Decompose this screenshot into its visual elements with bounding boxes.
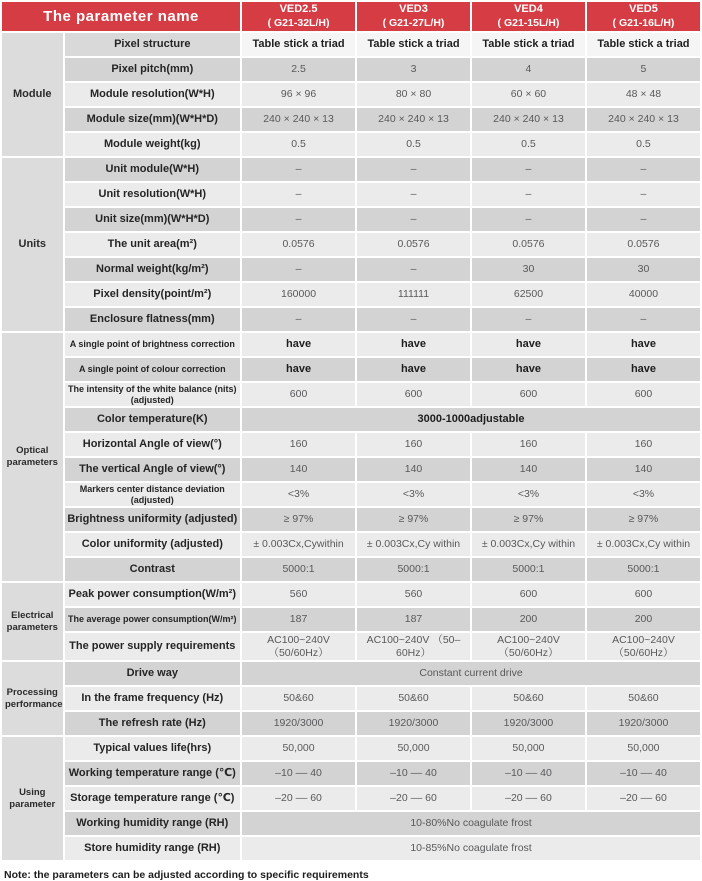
table-row	[2, 408, 700, 431]
table-row	[2, 258, 700, 281]
table-row	[2, 208, 700, 231]
category-module: Module	[2, 33, 63, 156]
value-cell: 96 × 96	[242, 83, 355, 106]
param-label: Working humidity range (RH)	[65, 812, 241, 835]
param-label: Unit size(mm)(W*H*D)	[65, 208, 241, 231]
param-label: Brightness uniformity (adjusted)	[65, 508, 241, 531]
value-cell: 30	[472, 258, 585, 281]
value-cell-span: Constant current drive	[242, 662, 700, 685]
value-cell: 30	[587, 258, 700, 281]
value-cell: 0.5	[242, 133, 355, 156]
value-cell: 0.0576	[472, 233, 585, 256]
value-cell: –	[587, 158, 700, 181]
table-row	[2, 533, 700, 556]
value-cell: ± 0.003Cx,Cy within	[472, 533, 585, 556]
table-row	[2, 662, 700, 685]
value-cell: 160	[587, 433, 700, 456]
value-cell: –	[472, 208, 585, 231]
param-label: Normal weight(kg/m²)	[65, 258, 241, 281]
value-cell: 5000:1	[242, 558, 355, 581]
table-row	[2, 737, 700, 760]
value-cell: 140	[357, 458, 470, 481]
value-cell: have	[472, 358, 585, 381]
value-cell: 4	[472, 58, 585, 81]
value-cell: 200	[587, 608, 700, 631]
param-label: The unit area(m²)	[65, 233, 241, 256]
value-cell: 560	[242, 583, 355, 606]
value-cell: 50,000	[587, 737, 700, 760]
value-cell: 1920/3000	[357, 712, 470, 735]
value-cell: 0.5	[587, 133, 700, 156]
table-row	[2, 233, 700, 256]
value-cell: –	[357, 308, 470, 331]
table-row	[2, 133, 700, 156]
param-label: Typical values life(hrs)	[65, 737, 241, 760]
value-cell: <3%	[242, 483, 355, 506]
table-row	[2, 583, 700, 606]
param-label: In the frame frequency (Hz)	[65, 687, 241, 710]
value-cell-span: 3000-1000adjustable	[242, 408, 700, 431]
value-cell: –10 –– 40	[242, 762, 355, 785]
value-cell: 1920/3000	[587, 712, 700, 735]
value-cell: 5000:1	[472, 558, 585, 581]
value-cell: Table stick a triad	[242, 33, 355, 56]
value-cell: <3%	[472, 483, 585, 506]
value-cell: –	[242, 308, 355, 331]
value-cell: 600	[587, 583, 700, 606]
value-cell: 1920/3000	[472, 712, 585, 735]
value-cell: 0.0576	[587, 233, 700, 256]
param-label: The average power consumption(W/m²)	[65, 608, 241, 631]
value-cell: AC100~240V （50/60Hz）	[472, 633, 585, 660]
table-row	[2, 383, 700, 406]
param-label: Pixel pitch(mm)	[65, 58, 241, 81]
value-cell: 80 × 80	[357, 83, 470, 106]
value-cell: –	[242, 258, 355, 281]
value-cell: ≥ 97%	[242, 508, 355, 531]
value-cell: 600	[357, 383, 470, 406]
value-cell: 5000:1	[357, 558, 470, 581]
value-cell: 60 × 60	[472, 83, 585, 106]
value-cell: ≥ 97%	[472, 508, 585, 531]
param-label: The power supply requirements	[65, 633, 241, 660]
value-cell: 0.5	[472, 133, 585, 156]
table-row	[2, 762, 700, 785]
value-cell: –	[357, 208, 470, 231]
table-row	[2, 358, 700, 381]
category-processing-performance: Processing performance	[2, 662, 63, 735]
param-label: Storage temperature range (℃)	[65, 787, 241, 810]
value-cell-span: 10-85%No coagulate frost	[242, 837, 700, 860]
table-row	[2, 33, 700, 56]
value-cell: 600	[472, 383, 585, 406]
value-cell: Table stick a triad	[587, 33, 700, 56]
param-label: Pixel structure	[65, 33, 241, 56]
table-row	[2, 633, 700, 660]
table-row	[2, 283, 700, 306]
table-row	[2, 333, 700, 356]
value-cell: –	[472, 158, 585, 181]
value-cell: 0.0576	[242, 233, 355, 256]
header-parameter-name	[2, 2, 240, 31]
value-cell: Table stick a triad	[357, 33, 470, 56]
value-cell: 50,000	[472, 737, 585, 760]
value-cell: have	[242, 358, 355, 381]
value-cell: 5	[587, 58, 700, 81]
value-cell: 187	[357, 608, 470, 631]
param-label: Contrast	[65, 558, 241, 581]
value-cell: 240 × 240 × 13	[357, 108, 470, 131]
value-cell: –10 –– 40	[587, 762, 700, 785]
param-label: Peak power consumption(W/m²)	[65, 583, 241, 606]
param-label: Color temperature(K)	[65, 408, 241, 431]
value-cell: ± 0.003Cx,Cywithin	[242, 533, 355, 556]
table-row	[2, 608, 700, 631]
value-cell: –20 –– 60	[357, 787, 470, 810]
table-row	[2, 158, 700, 181]
value-cell: AC100~240V （50–60Hz）	[357, 633, 470, 660]
param-label: Unit resolution(W*H)	[65, 183, 241, 206]
table-row	[2, 108, 700, 131]
value-cell-span: 10-80%No coagulate frost	[242, 812, 700, 835]
value-cell: –	[242, 158, 355, 181]
table-row	[2, 712, 700, 735]
value-cell: –	[472, 308, 585, 331]
value-cell: 50&60	[357, 687, 470, 710]
table-row	[2, 458, 700, 481]
value-cell: –	[242, 183, 355, 206]
value-cell: ≥ 97%	[587, 508, 700, 531]
value-cell: 50&60	[242, 687, 355, 710]
note: Note: the parameters can be adjusted according to specific requirements	[4, 869, 369, 881]
value-cell: –20 –– 60	[242, 787, 355, 810]
param-label: Markers center distance deviation (adjusted)	[65, 483, 241, 506]
param-label: Enclosure flatness(mm)	[65, 308, 241, 331]
table-header-row	[2, 2, 700, 31]
value-cell: ≥ 97%	[357, 508, 470, 531]
value-cell: have	[357, 333, 470, 356]
value-cell: 40000	[587, 283, 700, 306]
value-cell: 160	[472, 433, 585, 456]
value-cell: –	[357, 158, 470, 181]
param-label: Horizontal Angle of view(°)	[65, 433, 241, 456]
value-cell: have	[587, 358, 700, 381]
table-row	[2, 483, 700, 506]
header-product-ved2-5: VED2.5 ( G21-32L/H)	[242, 2, 355, 31]
table-row	[2, 787, 700, 810]
value-cell: 160000	[242, 283, 355, 306]
category-optical-parameters: Optical parameters	[2, 333, 63, 581]
value-cell: 1920/3000	[242, 712, 355, 735]
value-cell: 50&60	[472, 687, 585, 710]
value-cell: –10 –– 40	[357, 762, 470, 785]
value-cell: 5000:1	[587, 558, 700, 581]
value-cell: –	[357, 183, 470, 206]
value-cell: 0.5	[357, 133, 470, 156]
table-row	[2, 308, 700, 331]
param-label: Color uniformity (adjusted)	[65, 533, 241, 556]
value-cell: 600	[472, 583, 585, 606]
table-row	[2, 508, 700, 531]
value-cell: 240 × 240 × 13	[242, 108, 355, 131]
value-cell: 560	[357, 583, 470, 606]
value-cell: <3%	[587, 483, 700, 506]
value-cell: ± 0.003Cx,Cy within	[587, 533, 700, 556]
value-cell: 50,000	[242, 737, 355, 760]
table-row	[2, 58, 700, 81]
table-row	[2, 687, 700, 710]
value-cell: –	[242, 208, 355, 231]
value-cell: 140	[242, 458, 355, 481]
value-cell: have	[587, 333, 700, 356]
value-cell: 48 × 48	[587, 83, 700, 106]
param-label: Module weight(kg)	[65, 133, 241, 156]
value-cell: ± 0.003Cx,Cy within	[357, 533, 470, 556]
table-row	[2, 433, 700, 456]
value-cell: 111111	[357, 283, 470, 306]
spec-table-body	[2, 33, 700, 860]
table-row	[2, 837, 700, 860]
value-cell: –	[587, 208, 700, 231]
value-cell: –	[587, 308, 700, 331]
value-cell: 50&60	[587, 687, 700, 710]
value-cell: 240 × 240 × 13	[587, 108, 700, 131]
value-cell: 600	[587, 383, 700, 406]
value-cell: –10 –– 40	[472, 762, 585, 785]
header-product-ved4: VED4 ( G21-15L/H)	[472, 2, 585, 31]
value-cell: 187	[242, 608, 355, 631]
header-product-ved3: VED3 ( G21-27L/H)	[357, 2, 470, 31]
category-using-parameter: Using parameter	[2, 737, 63, 860]
value-cell: –20 –– 60	[587, 787, 700, 810]
param-label: Drive way	[65, 662, 241, 685]
param-label: The intensity of the white balance (nits) (adjusted)	[65, 383, 241, 406]
value-cell: 140	[472, 458, 585, 481]
param-label: A single point of colour correction	[65, 358, 241, 381]
param-label: Store humidity range (RH)	[65, 837, 241, 860]
value-cell: –	[357, 258, 470, 281]
value-cell: have	[357, 358, 470, 381]
value-cell: 0.0576	[357, 233, 470, 256]
param-label: Module size(mm)(W*H*D)	[65, 108, 241, 131]
value-cell: AC100~240V （50/60Hz）	[242, 633, 355, 660]
category-units: Units	[2, 158, 63, 331]
value-cell: have	[472, 333, 585, 356]
param-label: A single point of brightness correction	[65, 333, 241, 356]
value-cell: have	[242, 333, 355, 356]
param-label: Working temperature range (℃)	[65, 762, 241, 785]
value-cell: 160	[357, 433, 470, 456]
value-cell: 600	[242, 383, 355, 406]
header-product-ved5: VED5 ( G21-16L/H)	[587, 2, 700, 31]
value-cell: 140	[587, 458, 700, 481]
table-row	[2, 183, 700, 206]
param-label: Pixel density(point/m²)	[65, 283, 241, 306]
header-parameter-name-label: The parameter name	[43, 8, 199, 25]
param-label: The vertical Angle of view(°)	[65, 458, 241, 481]
category-electrical-parameters: Electrical parameters	[2, 583, 63, 660]
value-cell: <3%	[357, 483, 470, 506]
value-cell: –	[472, 183, 585, 206]
table-row	[2, 812, 700, 835]
value-cell: 3	[357, 58, 470, 81]
value-cell: –20 –– 60	[472, 787, 585, 810]
param-label: The refresh rate (Hz)	[65, 712, 241, 735]
value-cell: 160	[242, 433, 355, 456]
value-cell: 200	[472, 608, 585, 631]
value-cell: AC100~240V （50/60Hz）	[587, 633, 700, 660]
table-row	[2, 558, 700, 581]
table-row	[2, 83, 700, 106]
param-label: Module resolution(W*H)	[65, 83, 241, 106]
value-cell: 62500	[472, 283, 585, 306]
value-cell: 2.5	[242, 58, 355, 81]
param-label: Unit module(W*H)	[65, 158, 241, 181]
value-cell: 50,000	[357, 737, 470, 760]
value-cell: Table stick a triad	[472, 33, 585, 56]
value-cell: 240 × 240 × 13	[472, 108, 585, 131]
value-cell: –	[587, 183, 700, 206]
